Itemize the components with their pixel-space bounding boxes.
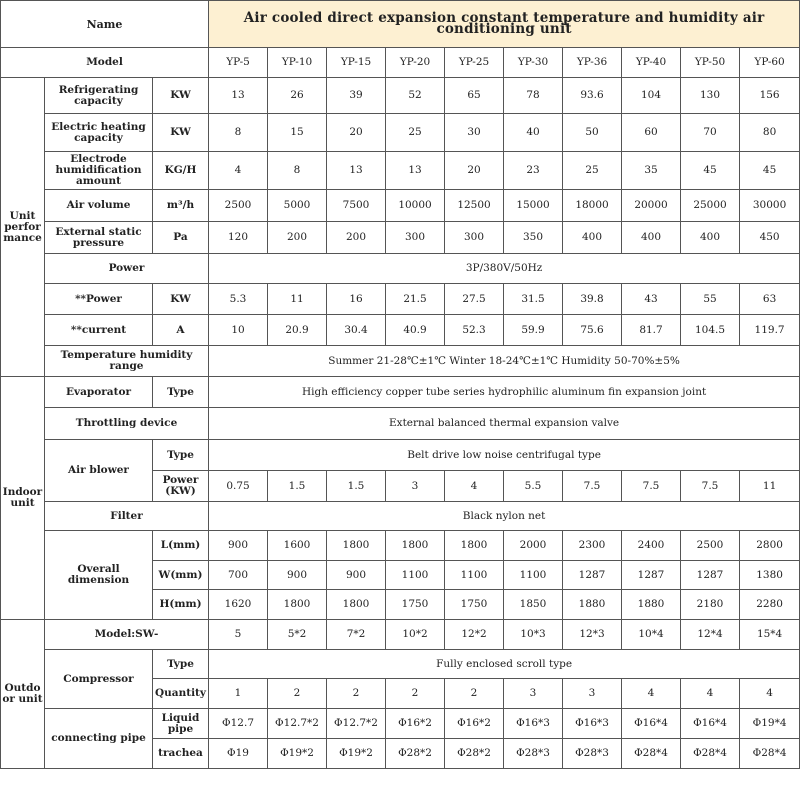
heating-value: 30 — [445, 114, 504, 152]
trachea-label: trachea — [153, 739, 209, 769]
compressor-quantity-label: Quantity — [153, 679, 209, 709]
evaporator-row — [1, 377, 800, 408]
blower-power-value: 7.5 — [563, 471, 622, 502]
dimension-w-value: 900 — [327, 561, 386, 590]
current-label: **current — [45, 315, 153, 346]
dimension-h-value: 1800 — [268, 590, 327, 620]
dimension-h-value: 2280 — [740, 590, 800, 620]
dimension-h-value: 1750 — [445, 590, 504, 620]
heating-value: 15 — [268, 114, 327, 152]
static-pressure-value: 400 — [681, 222, 740, 254]
static-pressure-value: 400 — [622, 222, 681, 254]
static-pressure-value: 450 — [740, 222, 800, 254]
static-pressure-label: External static pressure — [45, 222, 153, 254]
power-value: 55 — [681, 284, 740, 315]
dimension-h-value: 1850 — [504, 590, 563, 620]
blower-power-value: 4 — [445, 471, 504, 502]
page-title: Air cooled direct expansion constant temperature and humidity air conditioning unit — [209, 1, 800, 48]
liquid-pipe-value: Φ16*2 — [386, 709, 445, 739]
power-value: 5.3 — [209, 284, 268, 315]
heating-value: 70 — [681, 114, 740, 152]
refrigerating-value: 104 — [622, 78, 681, 114]
heating-value: 20 — [327, 114, 386, 152]
liquid-pipe-row — [1, 709, 800, 739]
liquid-pipe-value: Φ12.7*2 — [268, 709, 327, 739]
trachea-value: Φ28*4 — [740, 739, 800, 769]
model-cell: YP-30 — [504, 48, 563, 78]
evaporator-label: Evaporator — [45, 377, 153, 408]
heating-row — [1, 114, 800, 152]
humidification-value: 23 — [504, 152, 563, 190]
dimension-w-label: W(mm) — [153, 561, 209, 590]
dimension-h-value: 2180 — [681, 590, 740, 620]
outdoor-model-value: 15*4 — [740, 620, 800, 650]
compressor-quantity-value: 2 — [268, 679, 327, 709]
dimension-l-value: 1800 — [445, 531, 504, 561]
refrigerating-value: 156 — [740, 78, 800, 114]
outdoor-model-row — [1, 620, 800, 650]
blower-type-label: Type — [153, 440, 209, 471]
model-cell: YP-20 — [386, 48, 445, 78]
dimension-w-value: 900 — [268, 561, 327, 590]
model-cell: YP-40 — [622, 48, 681, 78]
outdoor-model-value: 12*4 — [681, 620, 740, 650]
liquid-pipe-value: Φ16*3 — [504, 709, 563, 739]
compressor-quantity-value: 1 — [209, 679, 268, 709]
dimension-w-value: 1100 — [445, 561, 504, 590]
power-value: 63 — [740, 284, 800, 315]
current-value: 40.9 — [386, 315, 445, 346]
dimension-l-value: 1600 — [268, 531, 327, 561]
liquid-pipe-value: Φ12.7*2 — [327, 709, 386, 739]
blower-type-row — [1, 440, 800, 471]
outdoor-model-value: 12*2 — [445, 620, 504, 650]
power-value: 39.8 — [563, 284, 622, 315]
heating-value: 8 — [209, 114, 268, 152]
humidification-row — [1, 152, 800, 190]
air-volume-row — [1, 190, 800, 222]
dimension-h-value: 1880 — [622, 590, 681, 620]
indoor-unit-section-label: Indoor unit — [1, 377, 45, 620]
dimension-l-value: 2300 — [563, 531, 622, 561]
blower-power-value: 11 — [740, 471, 800, 502]
current-row — [1, 315, 800, 346]
trachea-value: Φ28*3 — [504, 739, 563, 769]
dimension-l-value: 2400 — [622, 531, 681, 561]
refrigerating-value: 65 — [445, 78, 504, 114]
static-pressure-value: 300 — [445, 222, 504, 254]
current-value: 119.7 — [740, 315, 800, 346]
static-pressure-value: 300 — [386, 222, 445, 254]
humidification-label: Electrode humidification amount — [45, 152, 153, 190]
dimension-l-value: 900 — [209, 531, 268, 561]
title-row — [1, 1, 800, 48]
refrigerating-value: 93.6 — [563, 78, 622, 114]
refrigerating-label: Refrigerating capacity — [45, 78, 153, 114]
trachea-value: Φ19*2 — [268, 739, 327, 769]
dimension-w-value: 700 — [209, 561, 268, 590]
static-pressure-value: 350 — [504, 222, 563, 254]
name-label: Name — [1, 1, 209, 48]
refrigerating-value: 13 — [209, 78, 268, 114]
dimension-l-value: 2000 — [504, 531, 563, 561]
model-cell: YP-15 — [327, 48, 386, 78]
outdoor-model-value: 5*2 — [268, 620, 327, 650]
evaporator-value: High efficiency copper tube series hydrophilic aluminum fin expansion joint — [209, 377, 800, 408]
humidification-value: 13 — [386, 152, 445, 190]
dimension-w-value: 1100 — [504, 561, 563, 590]
refrigerating-value: 78 — [504, 78, 563, 114]
compressor-type-value: Fully enclosed scroll type — [209, 650, 800, 679]
air-volume-value: 2500 — [209, 190, 268, 222]
heating-value: 80 — [740, 114, 800, 152]
dimension-w-value: 1287 — [563, 561, 622, 590]
humidification-unit: KG/H — [153, 152, 209, 190]
heating-value: 50 — [563, 114, 622, 152]
dimension-h-value: 1620 — [209, 590, 268, 620]
dimension-l-label: L(mm) — [153, 531, 209, 561]
dimension-h-value: 1750 — [386, 590, 445, 620]
air-volume-value: 25000 — [681, 190, 740, 222]
power-unit: KW — [153, 284, 209, 315]
blower-power-value: 7.5 — [681, 471, 740, 502]
model-cell: YP-10 — [268, 48, 327, 78]
refrigerating-value: 39 — [327, 78, 386, 114]
refrigerating-value: 26 — [268, 78, 327, 114]
current-value: 20.9 — [268, 315, 327, 346]
humidification-value: 25 — [563, 152, 622, 190]
heating-label: Electric heating capacity — [45, 114, 153, 152]
trachea-value: Φ28*3 — [563, 739, 622, 769]
compressor-quantity-value: 4 — [681, 679, 740, 709]
blower-power-label: Power (KW) — [153, 471, 209, 502]
range-value: Summer 21-28℃±1℃ Winter 18-24℃±1℃ Humidity 50-70%±5% — [209, 346, 800, 377]
refrigerating-row — [1, 78, 800, 114]
heating-unit: KW — [153, 114, 209, 152]
liquid-pipe-value: Φ16*4 — [622, 709, 681, 739]
humidification-value: 20 — [445, 152, 504, 190]
model-row — [1, 48, 800, 78]
blower-type-value: Belt drive low noise centrifugal type — [209, 440, 800, 471]
static-pressure-value: 400 — [563, 222, 622, 254]
compressor-quantity-value: 2 — [327, 679, 386, 709]
outdoor-model-value: 5 — [209, 620, 268, 650]
power-value: 21.5 — [386, 284, 445, 315]
trachea-value: Φ19 — [209, 739, 268, 769]
outdoor-model-value: 10*4 — [622, 620, 681, 650]
blower-label: Air blower — [45, 440, 153, 502]
current-value: 59.9 — [504, 315, 563, 346]
blower-power-value: 3 — [386, 471, 445, 502]
trachea-value: Φ28*4 — [681, 739, 740, 769]
air-volume-value: 30000 — [740, 190, 800, 222]
air-volume-value: 10000 — [386, 190, 445, 222]
compressor-label: Compressor — [45, 650, 153, 709]
current-value: 30.4 — [327, 315, 386, 346]
dimension-l-value: 2500 — [681, 531, 740, 561]
compressor-quantity-value: 3 — [563, 679, 622, 709]
trachea-value: Φ19*2 — [327, 739, 386, 769]
dimension-w-value: 1287 — [622, 561, 681, 590]
power-value: 31.5 — [504, 284, 563, 315]
dimension-w-value: 1380 — [740, 561, 800, 590]
model-cell: YP-5 — [209, 48, 268, 78]
humidification-value: 4 — [209, 152, 268, 190]
throttling-value: External balanced thermal expansion valve — [209, 408, 800, 440]
power-value: 27.5 — [445, 284, 504, 315]
compressor-quantity-value: 4 — [740, 679, 800, 709]
current-value: 104.5 — [681, 315, 740, 346]
refrigerating-unit: KW — [153, 78, 209, 114]
power-row — [1, 284, 800, 315]
power-value: 11 — [268, 284, 327, 315]
liquid-pipe-value: Φ16*2 — [445, 709, 504, 739]
trachea-value: Φ28*2 — [445, 739, 504, 769]
humidification-value: 45 — [740, 152, 800, 190]
power-label: **Power — [45, 284, 153, 315]
heating-value: 25 — [386, 114, 445, 152]
humidification-value: 13 — [327, 152, 386, 190]
trachea-value: Φ28*2 — [386, 739, 445, 769]
outdoor-model-value: 12*3 — [563, 620, 622, 650]
power-supply-value: 3P/380V/50Hz — [209, 254, 800, 284]
filter-row — [1, 502, 800, 531]
refrigerating-value: 52 — [386, 78, 445, 114]
humidification-value: 45 — [681, 152, 740, 190]
power-supply-label: Power — [45, 254, 209, 284]
outdoor-model-label: Model:SW- — [45, 620, 209, 650]
air-volume-value: 7500 — [327, 190, 386, 222]
current-value: 81.7 — [622, 315, 681, 346]
filter-value: Black nylon net — [209, 502, 800, 531]
liquid-pipe-value: Φ16*4 — [681, 709, 740, 739]
liquid-pipe-value: Φ12.7 — [209, 709, 268, 739]
heating-value: 40 — [504, 114, 563, 152]
refrigerating-value: 130 — [681, 78, 740, 114]
dimension-w-value: 1287 — [681, 561, 740, 590]
power-value: 43 — [622, 284, 681, 315]
air-volume-label: Air volume — [45, 190, 153, 222]
dimension-label: Overall dimension — [45, 531, 153, 620]
current-value: 10 — [209, 315, 268, 346]
air-volume-value: 5000 — [268, 190, 327, 222]
model-cell: YP-36 — [563, 48, 622, 78]
outdoor-model-value: 10*2 — [386, 620, 445, 650]
throttling-row — [1, 408, 800, 440]
outdoor-unit-section-label: Outdo or unit — [1, 620, 45, 769]
static-pressure-value: 120 — [209, 222, 268, 254]
range-label: Temperature humidity range — [45, 346, 209, 377]
compressor-quantity-value: 4 — [622, 679, 681, 709]
static-pressure-value: 200 — [268, 222, 327, 254]
humidification-value: 35 — [622, 152, 681, 190]
static-pressure-unit: Pa — [153, 222, 209, 254]
compressor-type-row — [1, 650, 800, 679]
blower-power-value: 7.5 — [622, 471, 681, 502]
model-cell: YP-50 — [681, 48, 740, 78]
filter-label: Filter — [45, 502, 209, 531]
power-value: 16 — [327, 284, 386, 315]
liquid-pipe-label: Liquid pipe — [153, 709, 209, 739]
dimension-l-value: 1800 — [386, 531, 445, 561]
outdoor-model-value: 10*3 — [504, 620, 563, 650]
humidification-value: 8 — [268, 152, 327, 190]
range-row — [1, 346, 800, 377]
blower-power-value: 1.5 — [327, 471, 386, 502]
unit-performance-section-label: Unit perfor mance — [1, 78, 45, 377]
liquid-pipe-value: Φ19*4 — [740, 709, 800, 739]
current-unit: A — [153, 315, 209, 346]
air-volume-unit: m³/h — [153, 190, 209, 222]
dimension-h-value: 1880 — [563, 590, 622, 620]
compressor-quantity-value: 2 — [386, 679, 445, 709]
dimension-l-value: 1800 — [327, 531, 386, 561]
air-volume-value: 12500 — [445, 190, 504, 222]
dimension-l-row — [1, 531, 800, 561]
air-volume-value: 18000 — [563, 190, 622, 222]
blower-power-value: 0.75 — [209, 471, 268, 502]
current-value: 52.3 — [445, 315, 504, 346]
evaporator-type-label: Type — [153, 377, 209, 408]
dimension-w-value: 1100 — [386, 561, 445, 590]
model-cell: YP-60 — [740, 48, 800, 78]
connecting-pipe-label: connecting pipe — [45, 709, 153, 769]
outdoor-model-value: 7*2 — [327, 620, 386, 650]
air-volume-value: 15000 — [504, 190, 563, 222]
model-cell: YP-25 — [445, 48, 504, 78]
blower-power-value: 1.5 — [268, 471, 327, 502]
blower-power-value: 5.5 — [504, 471, 563, 502]
compressor-type-label: Type — [153, 650, 209, 679]
trachea-value: Φ28*4 — [622, 739, 681, 769]
compressor-quantity-value: 3 — [504, 679, 563, 709]
heating-value: 60 — [622, 114, 681, 152]
power-supply-row — [1, 254, 800, 284]
dimension-h-value: 1800 — [327, 590, 386, 620]
throttling-label: Throttling device — [45, 408, 209, 440]
static-pressure-row — [1, 222, 800, 254]
static-pressure-value: 200 — [327, 222, 386, 254]
compressor-quantity-value: 2 — [445, 679, 504, 709]
dimension-h-label: H(mm) — [153, 590, 209, 620]
model-label: Model — [1, 48, 209, 78]
air-volume-value: 20000 — [622, 190, 681, 222]
current-value: 75.6 — [563, 315, 622, 346]
dimension-l-value: 2800 — [740, 531, 800, 561]
liquid-pipe-value: Φ16*3 — [563, 709, 622, 739]
